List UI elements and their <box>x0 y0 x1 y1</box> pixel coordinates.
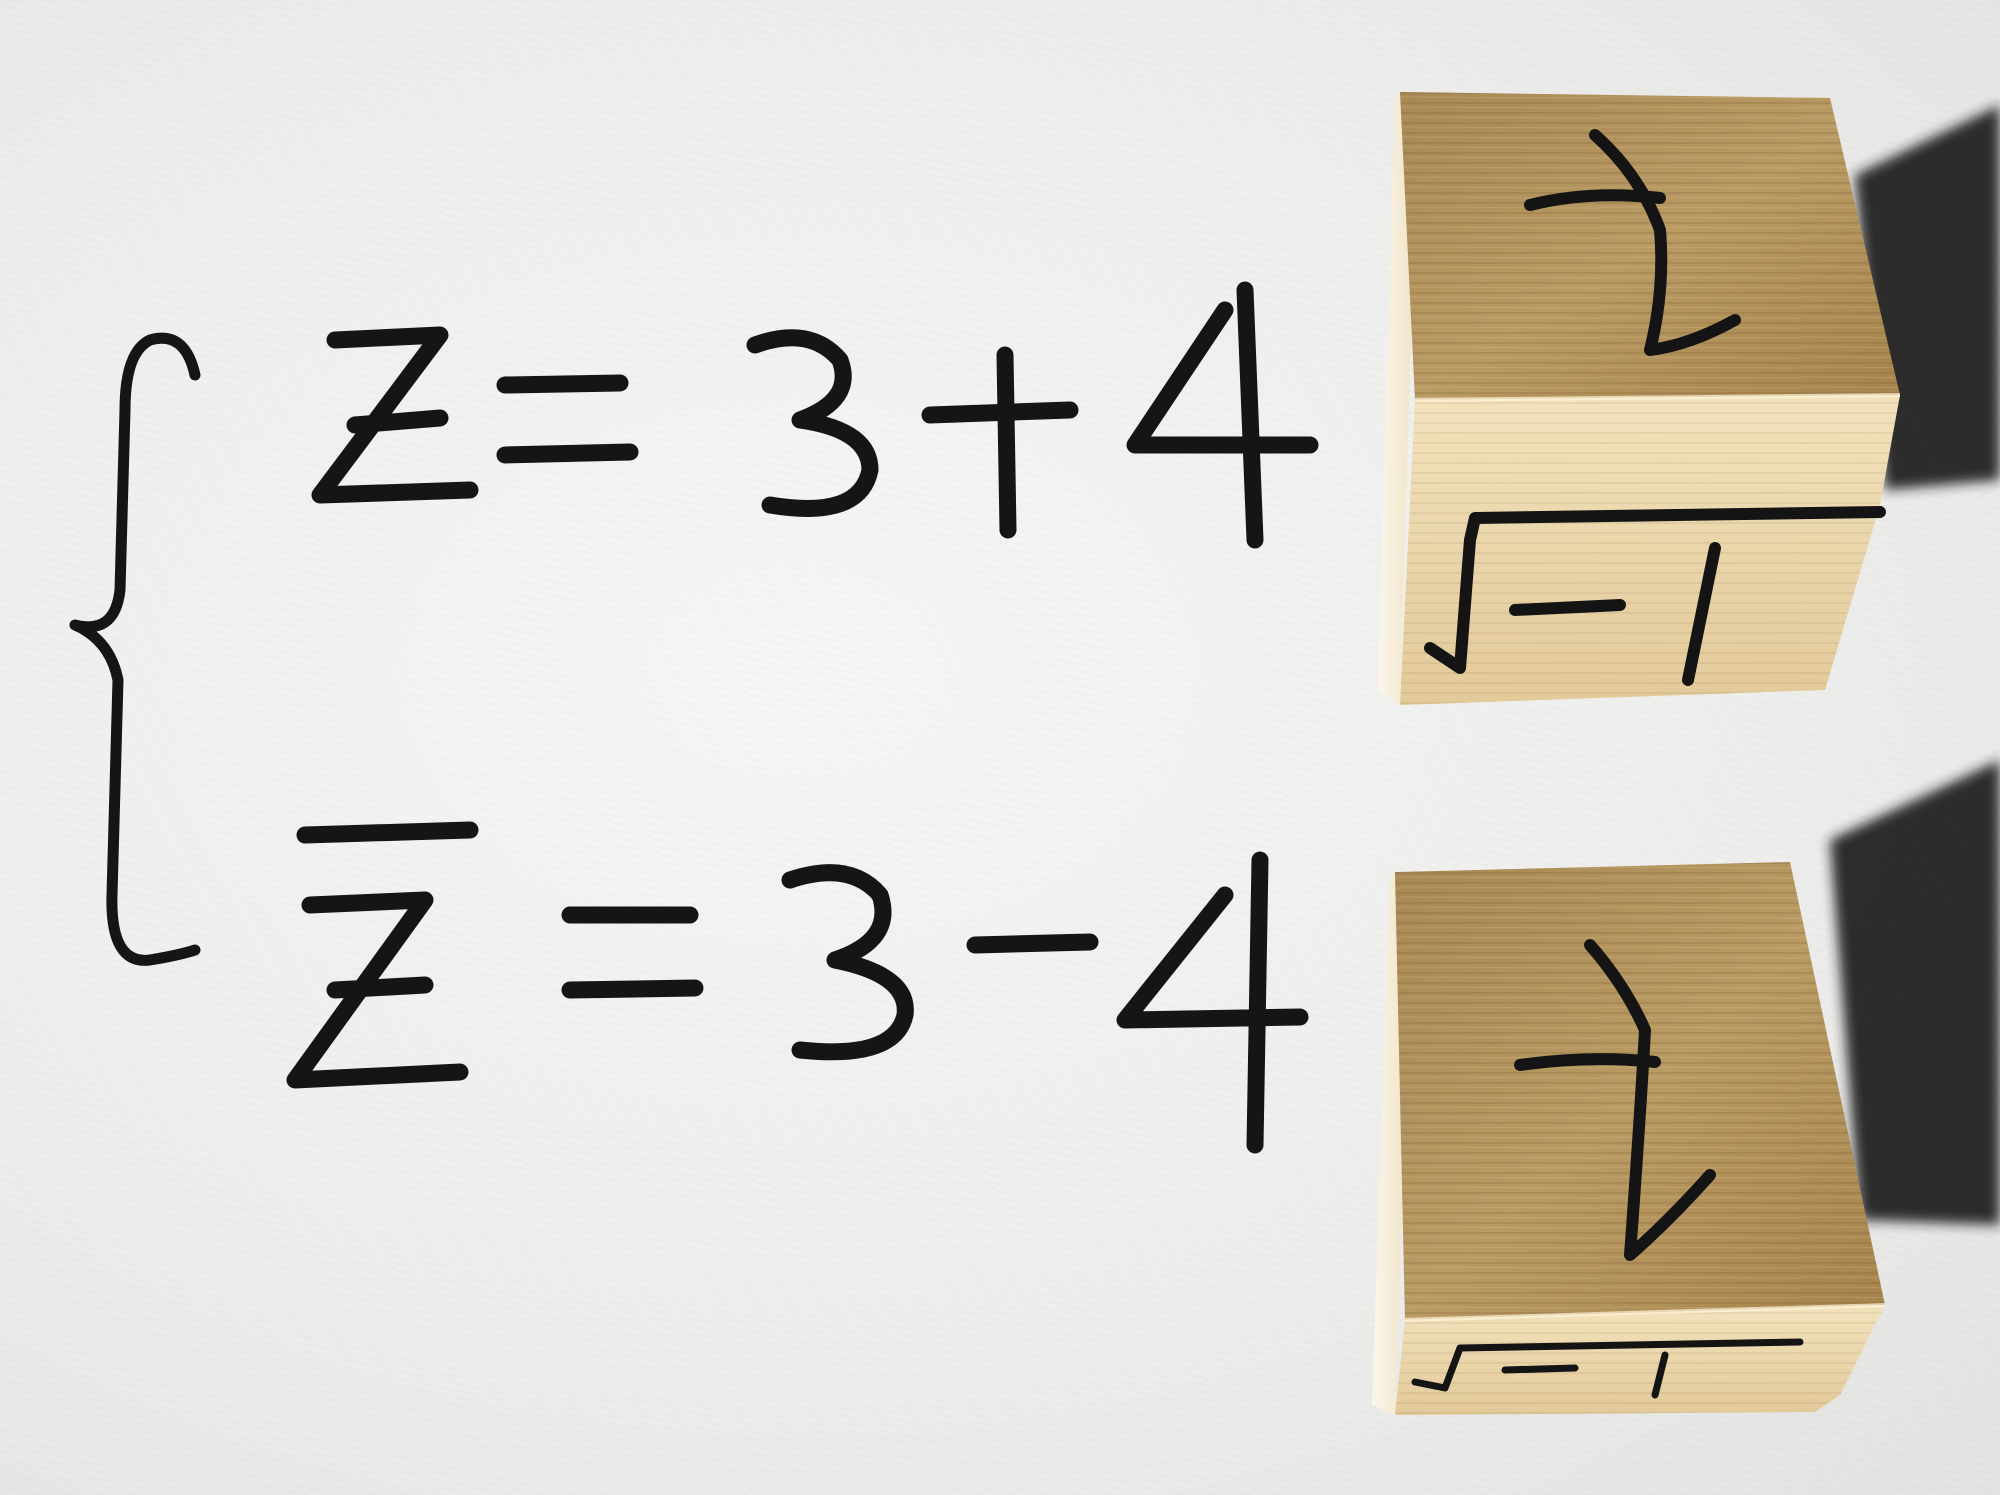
bottom-wooden-cube <box>1372 862 1885 1415</box>
glyph-4 <box>1135 290 1310 540</box>
glyph-plus <box>930 355 1070 530</box>
equation-line-1 <box>320 290 1310 540</box>
equation-line-2 <box>295 830 1300 1145</box>
glyph-minus <box>975 942 1090 945</box>
glyph-equals <box>505 383 630 455</box>
top-wooden-cube <box>1378 92 1900 705</box>
glyph-3 <box>755 338 870 509</box>
glyph-3 <box>790 873 905 1052</box>
curly-brace <box>75 338 195 960</box>
glyph-4 <box>1125 860 1300 1145</box>
glyph-equals <box>570 915 695 990</box>
glyph-conjugate-bar <box>305 830 470 835</box>
